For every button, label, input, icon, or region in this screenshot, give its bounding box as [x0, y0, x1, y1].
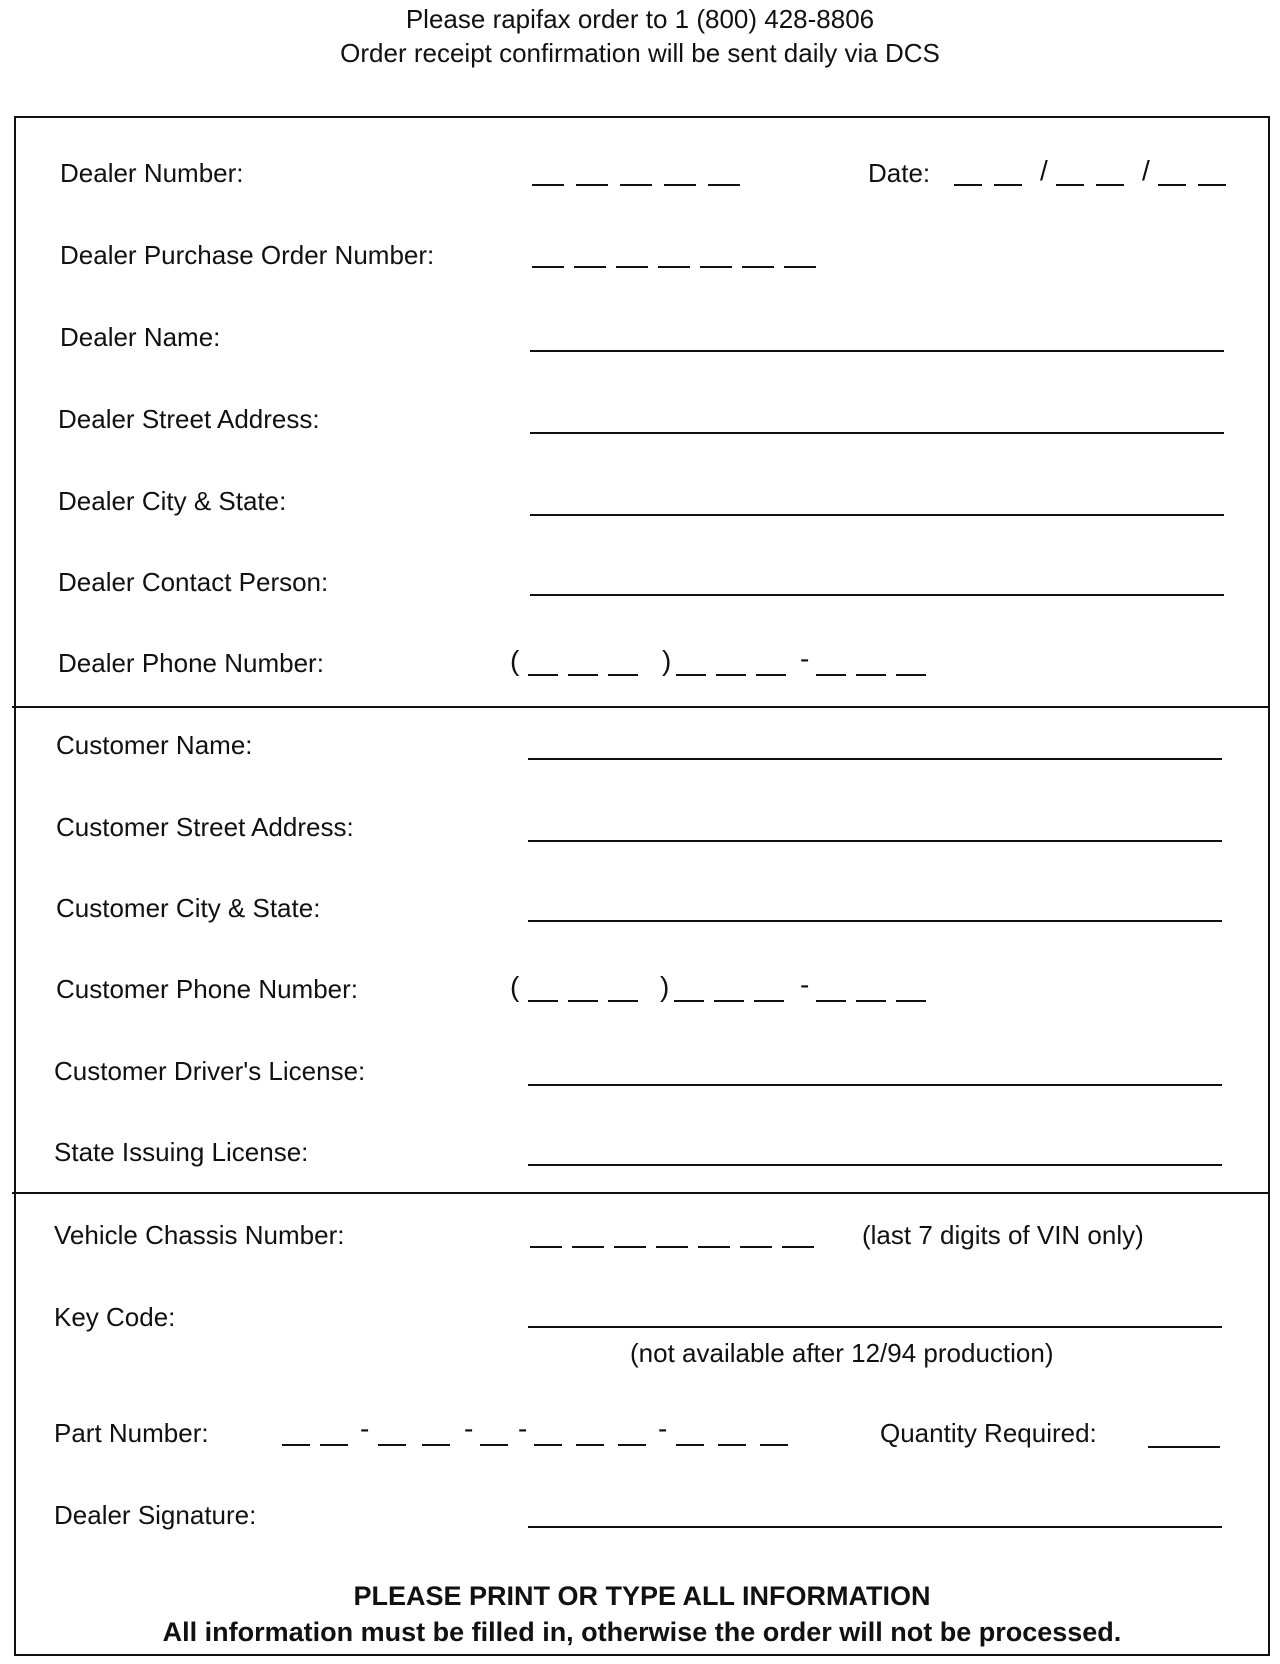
signature-line[interactable] [528, 1526, 1222, 1528]
state-license-label: State Issuing License: [54, 1137, 309, 1167]
keycode-label: Key Code: [54, 1302, 176, 1332]
customer-name-line[interactable] [528, 758, 1222, 760]
keycode-line[interactable] [528, 1326, 1222, 1328]
date-field[interactable] [954, 150, 1240, 190]
part-number-field[interactable]: - - - - [278, 1410, 808, 1450]
dealer-name-line[interactable] [530, 350, 1224, 352]
customer-street-label: Customer Street Address: [56, 812, 354, 842]
dealer-name-label: Dealer Name: [60, 322, 221, 352]
quantity-label: Quantity Required: [880, 1418, 1097, 1448]
chassis-field[interactable] [526, 1212, 846, 1252]
header-confirmation-line: Order receipt confirmation will be sent daily via DCS [340, 38, 940, 68]
dealer-number-label: Dealer Number: [60, 158, 244, 188]
dealer-street-line[interactable] [530, 432, 1224, 434]
dealer-po-field[interactable] [528, 232, 848, 272]
customer-phone-field[interactable]: ( ) - [510, 966, 950, 1006]
footer-instruction: PLEASE PRINT OR TYPE ALL INFORMATION [353, 1581, 931, 1611]
customer-license-label: Customer Driver's License: [54, 1056, 366, 1086]
customer-name-label: Customer Name: [56, 730, 253, 760]
customer-city-line[interactable] [528, 920, 1222, 922]
header-fax-line: Please rapifax order to 1 (800) 428-8806 [405, 4, 875, 34]
customer-phone-label: Customer Phone Number: [56, 974, 359, 1004]
dealer-city-line[interactable] [530, 514, 1224, 516]
dealer-city-label: Dealer City & State: [58, 486, 287, 516]
customer-license-line[interactable] [528, 1084, 1222, 1086]
date-slash: / [1142, 155, 1150, 186]
dealer-phone-field[interactable]: ( ) - [510, 640, 950, 680]
dealer-po-label: Dealer Purchase Order Number: [60, 240, 435, 270]
dealer-phone-label: Dealer Phone Number: [58, 648, 324, 678]
chassis-note: (last 7 digits of VIN only) [862, 1220, 1144, 1250]
dealer-street-label: Dealer Street Address: [58, 404, 320, 434]
dealer-number-field[interactable] [528, 150, 748, 190]
date-slash: / [1040, 155, 1048, 186]
customer-city-label: Customer City & State: [56, 893, 321, 923]
dealer-contact-line[interactable] [530, 594, 1224, 596]
footer-warning: All information must be filled in, otherwise the order will not be processed. [162, 1617, 1122, 1647]
section-divider-dealer-customer [12, 706, 1270, 708]
section-divider-customer-vehicle [12, 1192, 1270, 1194]
keycode-note: (not available after 12/94 production) [630, 1338, 1054, 1368]
signature-label: Dealer Signature: [54, 1500, 257, 1530]
dealer-contact-label: Dealer Contact Person: [58, 567, 329, 597]
date-label: Date: [868, 158, 931, 188]
part-number-label: Part Number: [54, 1418, 209, 1448]
quantity-line[interactable] [1148, 1446, 1220, 1448]
chassis-label: Vehicle Chassis Number: [54, 1220, 345, 1250]
customer-street-line[interactable] [528, 840, 1222, 842]
state-license-line[interactable] [528, 1164, 1222, 1166]
